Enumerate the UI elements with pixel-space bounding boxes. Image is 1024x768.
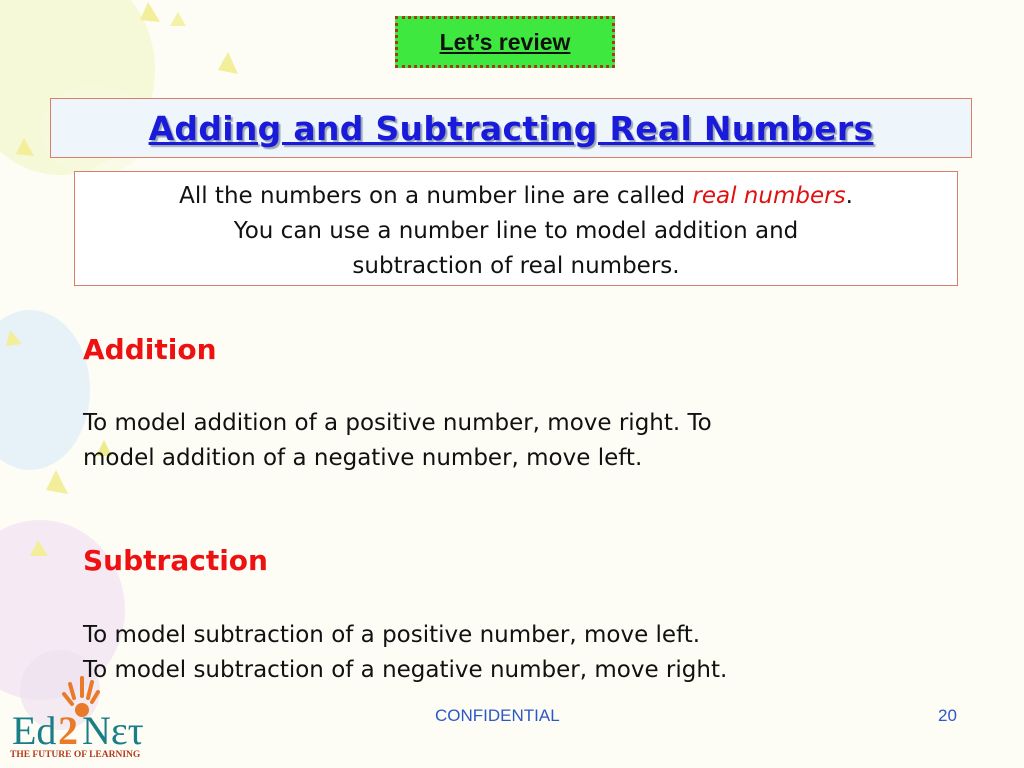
subtraction-line-1: To model subtraction of a positive number, move left.: [83, 622, 701, 648]
intro-emphasis: real numbers: [692, 183, 846, 209]
addition-heading: Addition: [83, 333, 217, 366]
subtraction-heading: Subtraction: [83, 544, 268, 577]
page-title: Adding and Subtracting Real Numbers: [148, 108, 874, 148]
svg-text:Ed: Ed: [12, 708, 57, 753]
intro-line-2: You can use a number line to model addition and: [233, 218, 799, 244]
footer-confidential: CONFIDENTIAL: [435, 706, 560, 725]
intro-line-1: [75, 179, 957, 214]
title-banner: [50, 98, 972, 158]
intro-text-part2: .: [845, 183, 853, 209]
subtraction-line-2: To model subtraction of a negative number, move right.: [83, 657, 728, 683]
subtraction-text: [83, 618, 983, 688]
lets-review-badge: [395, 16, 615, 68]
svg-text:2: 2: [58, 708, 78, 753]
svg-text:Nετ: Nετ: [82, 708, 144, 753]
intro-line-3: subtraction of real numbers.: [352, 253, 680, 279]
addition-text: [83, 406, 983, 476]
addition-line-2: model addition of a negative number, move left.: [83, 445, 643, 471]
addition-line-1: To model addition of a positive number, move right. To: [83, 410, 712, 436]
footer-page-number: 20: [938, 706, 957, 725]
badge-label: Let’s review: [439, 28, 571, 55]
logo-tagline: THE FUTURE OF LEARNING: [10, 750, 141, 760]
intro-box: [74, 171, 958, 286]
intro-text-part1: All the numbers on a number line are called: [179, 183, 693, 209]
